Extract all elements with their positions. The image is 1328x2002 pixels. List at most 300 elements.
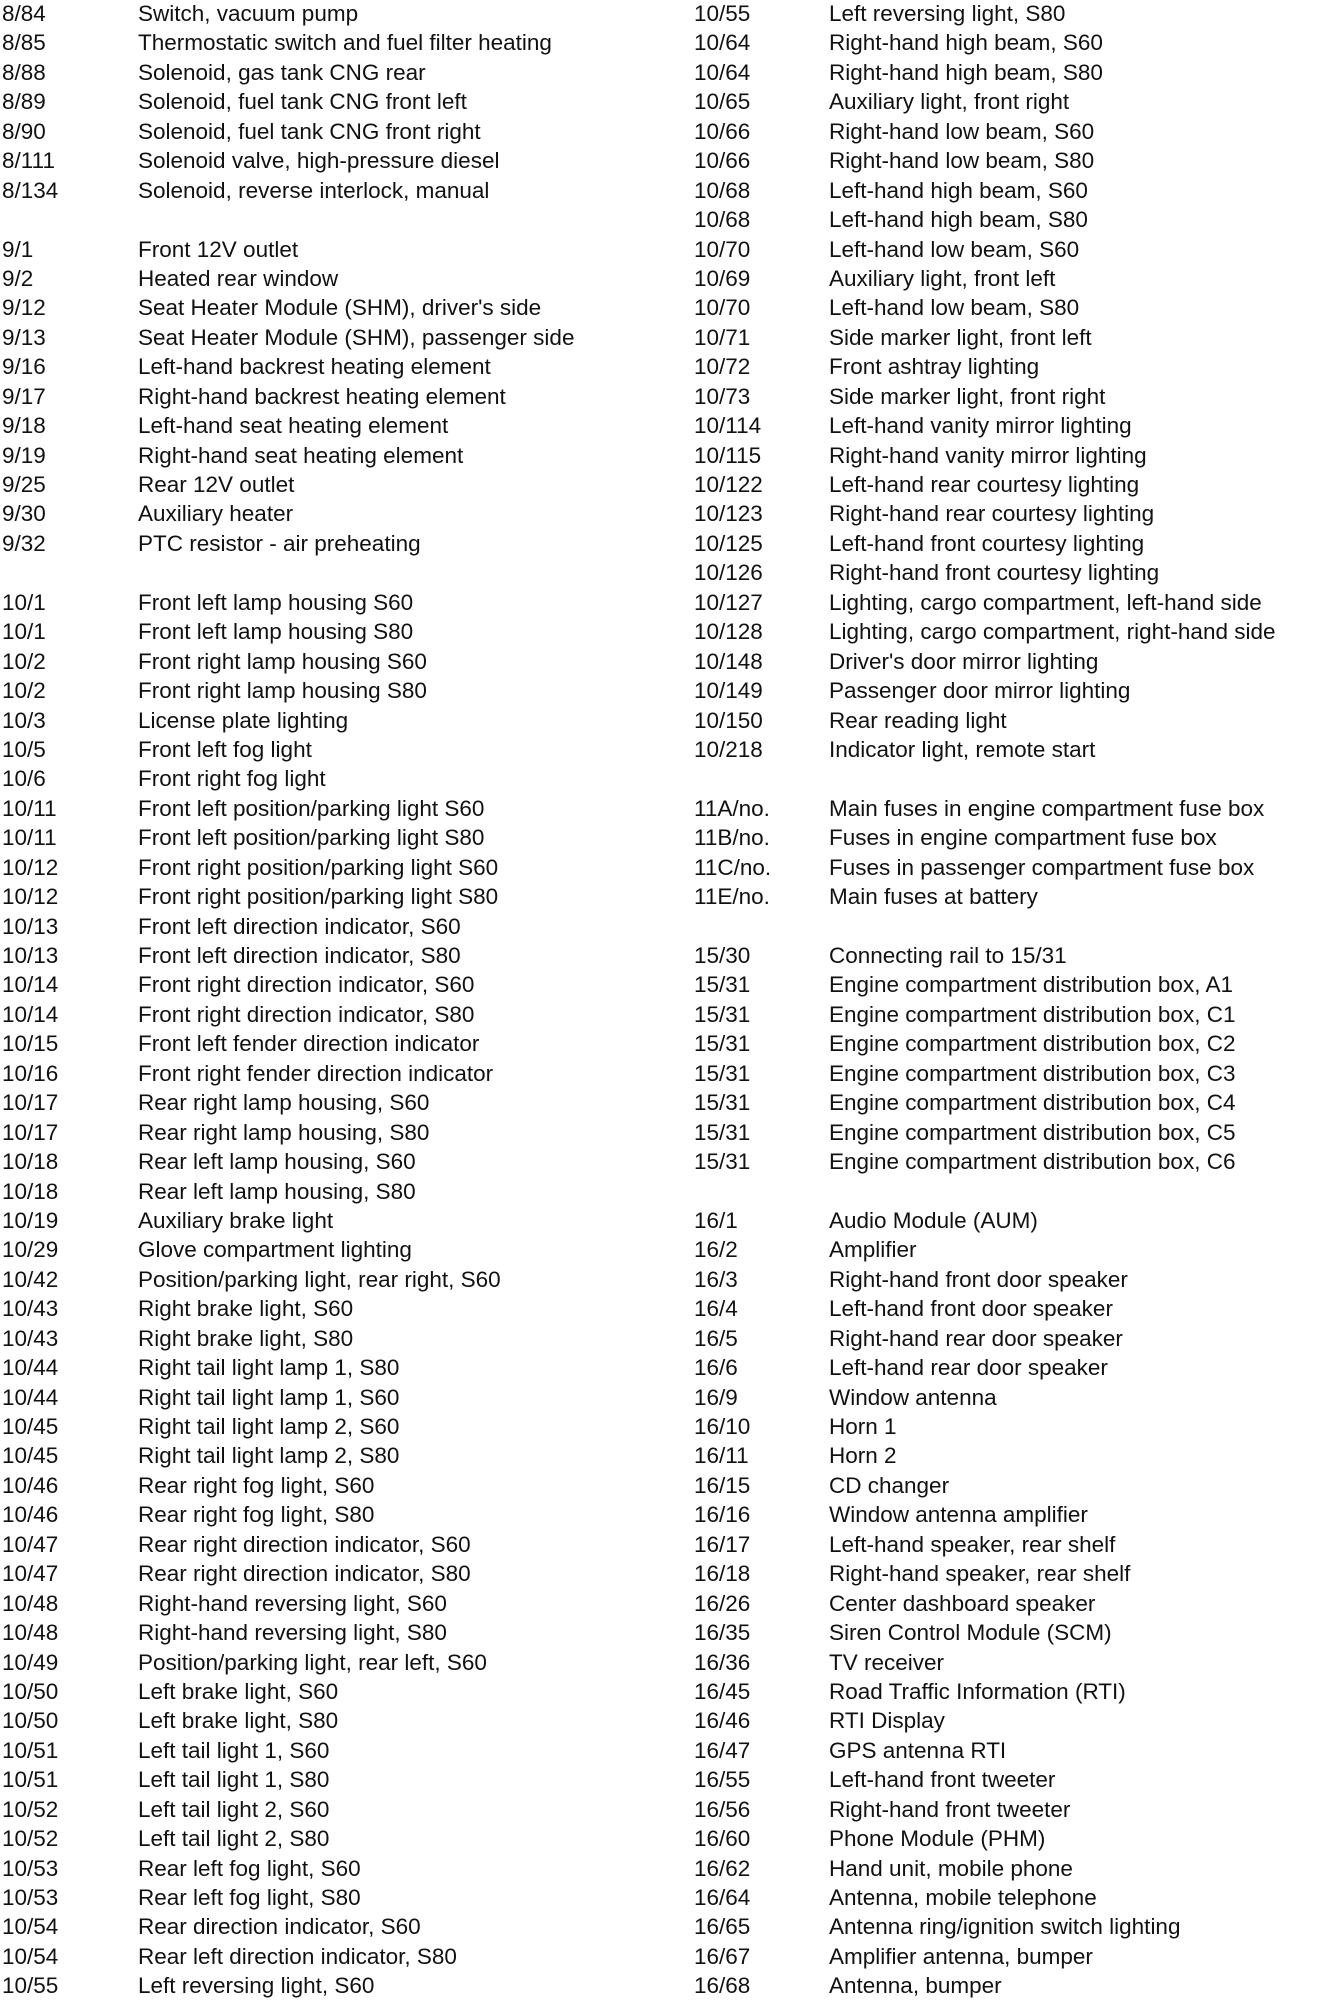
component-row bbox=[0, 1649, 690, 1678]
component-row bbox=[694, 795, 1328, 824]
component-code: 10/46 bbox=[2, 1472, 59, 1498]
component-code: 10/17 bbox=[2, 1119, 59, 1145]
component-description: Auxiliary brake light bbox=[138, 1207, 334, 1233]
component-row bbox=[694, 1236, 1328, 1265]
component-code: 10/128 bbox=[694, 619, 763, 645]
component-code: 10/11 bbox=[2, 825, 57, 851]
component-description: Right-hand front tweeter bbox=[829, 1796, 1071, 1822]
blank-spacer bbox=[694, 913, 1328, 942]
component-code: 10/218 bbox=[694, 736, 763, 762]
component-code: 10/66 bbox=[694, 148, 751, 174]
component-description: Right-hand backrest heating element bbox=[138, 383, 506, 409]
component-description: Audio Module (AUM) bbox=[829, 1207, 1038, 1233]
component-description: Driver's door mirror lighting bbox=[829, 648, 1099, 674]
component-row bbox=[0, 1619, 690, 1648]
component-description: Engine compartment distribution box, C3 bbox=[829, 1060, 1236, 1086]
component-code: 16/11 bbox=[694, 1443, 749, 1469]
component-row bbox=[694, 236, 1328, 265]
component-description: Position/parking light, rear left, S60 bbox=[138, 1649, 487, 1675]
component-code: 16/36 bbox=[694, 1649, 751, 1675]
component-description: Left-hand vanity mirror lighting bbox=[829, 413, 1132, 439]
component-row bbox=[0, 1737, 690, 1766]
component-description: RTI Display bbox=[829, 1708, 945, 1734]
component-code: 15/30 bbox=[694, 943, 751, 968]
component-code: 16/4 bbox=[694, 1296, 738, 1322]
component-description: Heated rear window bbox=[138, 265, 339, 291]
component-description: Solenoid, fuel tank CNG front right bbox=[138, 118, 481, 144]
component-description: Engine compartment distribution box, C5 bbox=[829, 1119, 1236, 1145]
component-description: Horn 2 bbox=[829, 1443, 897, 1469]
component-row bbox=[694, 1913, 1328, 1942]
component-code: 10/13 bbox=[2, 913, 59, 939]
component-row bbox=[0, 1030, 690, 1059]
component-code: 16/56 bbox=[694, 1796, 751, 1822]
component-code: 16/17 bbox=[694, 1531, 751, 1557]
component-code: 9/25 bbox=[2, 472, 46, 497]
component-row bbox=[694, 1442, 1328, 1471]
component-row bbox=[0, 471, 690, 500]
component-description: Auxiliary heater bbox=[138, 501, 294, 527]
component-description: Thermostatic switch and fuel filter heating bbox=[138, 30, 552, 56]
component-code: 10/126 bbox=[694, 560, 763, 586]
component-description: Right-hand seat heating element bbox=[138, 442, 464, 468]
component-code: 16/67 bbox=[694, 1943, 751, 1969]
component-row bbox=[0, 1972, 690, 2001]
component-code: 10/17 bbox=[2, 1090, 59, 1116]
component-row bbox=[694, 1295, 1328, 1324]
component-description: Rear right lamp housing, S80 bbox=[138, 1119, 430, 1145]
component-code: 10/54 bbox=[2, 1914, 59, 1940]
component-description: Front right position/parking light S60 bbox=[138, 854, 499, 880]
component-description: Front right fender direction indicator bbox=[138, 1060, 494, 1086]
component-code: 10/52 bbox=[2, 1826, 59, 1852]
component-description: Rear right direction indicator, S80 bbox=[138, 1561, 471, 1587]
component-row bbox=[0, 795, 690, 824]
component-description: Solenoid, gas tank CNG rear bbox=[138, 59, 426, 85]
component-code: 10/115 bbox=[694, 442, 762, 468]
component-row bbox=[0, 677, 690, 706]
component-description: Hand unit, mobile phone bbox=[829, 1855, 1073, 1881]
component-row bbox=[0, 59, 690, 88]
component-code: 9/1 bbox=[2, 236, 34, 262]
component-description: Right brake light, S60 bbox=[138, 1296, 354, 1322]
component-description: Solenoid, reverse interlock, manual bbox=[138, 177, 490, 203]
component-row bbox=[694, 883, 1328, 912]
component-description: Connecting rail to 15/31 bbox=[829, 943, 1067, 968]
component-description: GPS antenna RTI bbox=[829, 1737, 1007, 1763]
component-row bbox=[694, 736, 1328, 765]
component-row bbox=[0, 1295, 690, 1324]
component-row bbox=[0, 353, 690, 382]
component-code: 10/29 bbox=[2, 1237, 59, 1263]
component-description: Auxiliary light, front left bbox=[829, 265, 1056, 291]
component-description: Amplifier bbox=[829, 1237, 917, 1263]
component-code: 10/69 bbox=[694, 265, 751, 291]
component-row bbox=[0, 589, 690, 618]
component-row bbox=[0, 383, 690, 412]
component-row bbox=[0, 500, 690, 529]
component-code: 15/31 bbox=[694, 972, 751, 998]
component-row bbox=[0, 177, 690, 206]
component-code: 9/30 bbox=[2, 501, 46, 527]
component-row bbox=[694, 147, 1328, 176]
component-description: Right-hand rear courtesy lighting bbox=[829, 501, 1155, 527]
component-code: 9/12 bbox=[2, 295, 46, 321]
component-row bbox=[0, 1148, 690, 1177]
component-code: 9/13 bbox=[2, 324, 46, 350]
component-code: 16/68 bbox=[694, 1973, 751, 1999]
component-code: 15/31 bbox=[694, 1001, 751, 1027]
component-row bbox=[0, 1884, 690, 1913]
component-code: 10/50 bbox=[2, 1678, 59, 1704]
component-code: 10/150 bbox=[694, 707, 763, 733]
component-row bbox=[694, 971, 1328, 1000]
component-description: Center dashboard speaker bbox=[829, 1590, 1096, 1616]
component-description: Indicator light, remote start bbox=[829, 736, 1096, 762]
component-description: Engine compartment distribution box, C4 bbox=[829, 1090, 1236, 1116]
component-code: 9/16 bbox=[2, 354, 46, 380]
component-code: 10/14 bbox=[2, 972, 59, 998]
component-description: Rear left fog light, S80 bbox=[138, 1885, 361, 1910]
component-description: Lighting, cargo compartment, left-hand side bbox=[829, 589, 1262, 615]
component-code: 10/1 bbox=[2, 619, 46, 645]
component-description: Rear 12V outlet bbox=[138, 472, 295, 497]
component-row bbox=[0, 648, 690, 677]
component-row bbox=[694, 854, 1328, 883]
component-description: Rear right fog light, S80 bbox=[138, 1502, 375, 1528]
component-code: 9/2 bbox=[2, 265, 34, 291]
component-code: 10/47 bbox=[2, 1531, 59, 1557]
component-description: Left brake light, S80 bbox=[138, 1708, 339, 1734]
component-row bbox=[0, 1766, 690, 1795]
component-row bbox=[0, 1178, 690, 1207]
component-row bbox=[694, 353, 1328, 382]
component-row bbox=[694, 1531, 1328, 1560]
component-row bbox=[694, 942, 1328, 971]
component-code: 10/6 bbox=[2, 766, 46, 792]
component-code: 10/1 bbox=[2, 589, 46, 615]
component-row bbox=[694, 1649, 1328, 1678]
component-row bbox=[694, 1413, 1328, 1442]
component-row bbox=[0, 236, 690, 265]
component-code: 10/68 bbox=[694, 207, 751, 233]
component-description: PTC resistor - air preheating bbox=[138, 530, 421, 556]
component-code: 16/65 bbox=[694, 1914, 751, 1940]
component-code: 10/55 bbox=[2, 1973, 59, 1999]
component-row bbox=[694, 589, 1328, 618]
component-description: Left-hand rear door speaker bbox=[829, 1355, 1108, 1381]
component-code: 10/70 bbox=[694, 236, 751, 262]
component-code: 16/1 bbox=[694, 1207, 738, 1233]
component-row bbox=[0, 1325, 690, 1354]
component-row bbox=[0, 883, 690, 912]
component-row bbox=[0, 1442, 690, 1471]
component-row bbox=[0, 1060, 690, 1089]
component-description: Engine compartment distribution box, C2 bbox=[829, 1031, 1236, 1057]
component-code: 10/68 bbox=[694, 177, 751, 203]
component-code: 10/18 bbox=[2, 1178, 59, 1204]
component-row bbox=[694, 1619, 1328, 1648]
component-description: Position/parking light, rear right, S60 bbox=[138, 1266, 501, 1292]
component-code: 8/84 bbox=[2, 1, 46, 26]
component-description: Switch, vacuum pump bbox=[138, 1, 359, 26]
component-row bbox=[0, 1531, 690, 1560]
component-description: Amplifier antenna, bumper bbox=[829, 1943, 1093, 1969]
component-description: Lighting, cargo compartment, right-hand side bbox=[829, 619, 1276, 645]
component-code: 8/90 bbox=[2, 118, 46, 144]
component-code: 16/5 bbox=[694, 1325, 738, 1351]
component-description: Right tail light lamp 2, S60 bbox=[138, 1414, 400, 1439]
component-code: 10/64 bbox=[694, 30, 751, 56]
component-description: Front left direction indicator, S80 bbox=[138, 943, 461, 968]
component-description: Passenger door mirror lighting bbox=[829, 678, 1131, 704]
component-row bbox=[694, 677, 1328, 706]
component-description: Auxiliary light, front right bbox=[829, 89, 1070, 115]
component-code: 10/127 bbox=[694, 589, 763, 615]
component-code: 15/31 bbox=[694, 1090, 751, 1116]
component-description: Engine compartment distribution box, A1 bbox=[829, 972, 1233, 998]
component-code: 9/17 bbox=[2, 383, 46, 409]
component-row bbox=[0, 1796, 690, 1825]
component-row bbox=[0, 971, 690, 1000]
component-row bbox=[0, 1472, 690, 1501]
component-row bbox=[0, 324, 690, 353]
component-description: Front right fog light bbox=[138, 766, 326, 792]
component-row bbox=[0, 1855, 690, 1884]
component-code: 10/66 bbox=[694, 118, 751, 144]
component-description: Left-hand front door speaker bbox=[829, 1296, 1113, 1322]
component-code: 10/49 bbox=[2, 1649, 59, 1675]
component-description: Front left position/parking light S80 bbox=[138, 825, 485, 851]
component-description: Front right lamp housing S60 bbox=[138, 648, 427, 674]
component-code: 10/43 bbox=[2, 1325, 59, 1351]
component-code: 16/64 bbox=[694, 1885, 751, 1910]
component-code: 10/48 bbox=[2, 1590, 59, 1616]
component-code: 10/2 bbox=[2, 678, 46, 704]
component-row bbox=[0, 0, 690, 29]
component-description: License plate lighting bbox=[138, 707, 349, 733]
component-description: Rear left direction indicator, S80 bbox=[138, 1943, 457, 1969]
component-row bbox=[0, 736, 690, 765]
component-code: 10/5 bbox=[2, 736, 46, 762]
component-code: 10/14 bbox=[2, 1001, 59, 1027]
component-code: 10/65 bbox=[694, 89, 751, 115]
component-row bbox=[694, 1119, 1328, 1148]
component-row bbox=[0, 530, 690, 559]
component-row bbox=[694, 0, 1328, 29]
component-row bbox=[0, 442, 690, 471]
component-row bbox=[694, 412, 1328, 441]
component-code: 16/10 bbox=[694, 1414, 751, 1439]
component-code: 16/60 bbox=[694, 1826, 751, 1852]
component-row bbox=[0, 765, 690, 794]
component-description: Window antenna bbox=[829, 1384, 997, 1410]
component-code: 8/134 bbox=[2, 177, 59, 203]
component-description: Right tail light lamp 1, S80 bbox=[138, 1355, 400, 1381]
component-description: CD changer bbox=[829, 1472, 950, 1498]
component-code: 16/3 bbox=[694, 1266, 738, 1292]
component-row bbox=[0, 1825, 690, 1854]
component-description: Right tail light lamp 1, S60 bbox=[138, 1384, 400, 1410]
component-description: Siren Control Module (SCM) bbox=[829, 1620, 1112, 1646]
component-row bbox=[0, 265, 690, 294]
component-description: Left-hand front courtesy lighting bbox=[829, 530, 1145, 556]
component-row bbox=[0, 618, 690, 647]
component-row bbox=[694, 1590, 1328, 1619]
component-description: Rear direction indicator, S60 bbox=[138, 1914, 421, 1940]
component-row bbox=[0, 913, 690, 942]
component-row bbox=[0, 824, 690, 853]
component-row bbox=[0, 88, 690, 117]
component-code: 15/31 bbox=[694, 1060, 751, 1086]
component-row bbox=[694, 177, 1328, 206]
component-code: 16/16 bbox=[694, 1502, 751, 1528]
component-description: Right-hand high beam, S80 bbox=[829, 59, 1103, 85]
component-row bbox=[0, 294, 690, 323]
component-row bbox=[0, 1913, 690, 1942]
blank-spacer bbox=[694, 765, 1328, 794]
component-code: 11A/no. bbox=[694, 795, 770, 821]
component-code: 10/53 bbox=[2, 1855, 59, 1881]
component-description: Right-hand front door speaker bbox=[829, 1266, 1128, 1292]
component-description: Seat Heater Module (SHM), passenger side bbox=[138, 324, 575, 350]
component-row bbox=[694, 118, 1328, 147]
component-row bbox=[694, 1943, 1328, 1972]
component-code: 9/32 bbox=[2, 530, 46, 556]
component-description: Antenna ring/ignition switch lighting bbox=[829, 1914, 1181, 1940]
component-description: Left tail light 1, S80 bbox=[138, 1767, 330, 1793]
component-description: Engine compartment distribution box, C1 bbox=[829, 1001, 1236, 1027]
component-description: Solenoid valve, high-pressure diesel bbox=[138, 148, 500, 174]
component-row bbox=[0, 854, 690, 883]
component-row bbox=[0, 1943, 690, 1972]
component-code: 10/13 bbox=[2, 943, 59, 968]
component-code: 8/85 bbox=[2, 30, 46, 56]
component-row bbox=[694, 1472, 1328, 1501]
component-code: 10/43 bbox=[2, 1296, 59, 1322]
component-row bbox=[694, 1737, 1328, 1766]
component-code: 8/89 bbox=[2, 89, 46, 115]
component-code: 10/72 bbox=[694, 354, 751, 380]
component-row bbox=[0, 1707, 690, 1736]
component-code: 10/11 bbox=[2, 795, 57, 821]
component-code: 15/31 bbox=[694, 1031, 751, 1057]
component-row bbox=[694, 707, 1328, 736]
component-description: Left-hand low beam, S80 bbox=[829, 295, 1080, 321]
component-code: 16/15 bbox=[694, 1472, 751, 1498]
component-code: 10/45 bbox=[2, 1443, 59, 1469]
component-row bbox=[694, 1707, 1328, 1736]
component-row bbox=[0, 1678, 690, 1707]
component-description: Right-hand speaker, rear shelf bbox=[829, 1561, 1131, 1587]
component-code: 16/18 bbox=[694, 1561, 751, 1587]
component-code: 10/122 bbox=[694, 472, 763, 497]
component-row bbox=[694, 1354, 1328, 1383]
component-row bbox=[694, 294, 1328, 323]
component-code: 10/51 bbox=[2, 1767, 59, 1793]
component-code: 10/12 bbox=[2, 854, 59, 880]
component-row bbox=[694, 29, 1328, 58]
component-row bbox=[694, 383, 1328, 412]
component-row bbox=[0, 1560, 690, 1589]
component-description: Fuses in engine compartment fuse box bbox=[829, 825, 1217, 851]
component-description: Rear right lamp housing, S60 bbox=[138, 1090, 430, 1116]
component-row bbox=[694, 1825, 1328, 1854]
component-row bbox=[694, 1384, 1328, 1413]
component-code: 10/42 bbox=[2, 1266, 59, 1292]
component-row bbox=[694, 559, 1328, 588]
blank-spacer bbox=[694, 1178, 1328, 1207]
component-description: Left-hand backrest heating element bbox=[138, 354, 491, 380]
component-code: 10/44 bbox=[2, 1384, 59, 1410]
component-code: 10/19 bbox=[2, 1207, 59, 1233]
component-row bbox=[694, 1855, 1328, 1884]
component-description: Front ashtray lighting bbox=[829, 354, 1040, 380]
component-row bbox=[0, 1119, 690, 1148]
component-description: Left tail light 1, S60 bbox=[138, 1737, 330, 1763]
component-description: Rear left fog light, S60 bbox=[138, 1855, 361, 1881]
component-code: 10/53 bbox=[2, 1885, 59, 1910]
component-row bbox=[694, 1766, 1328, 1795]
component-row bbox=[694, 1089, 1328, 1118]
component-code: 8/88 bbox=[2, 59, 46, 85]
component-row bbox=[694, 1972, 1328, 2001]
component-description: Left tail light 2, S80 bbox=[138, 1826, 330, 1852]
component-row bbox=[694, 1560, 1328, 1589]
component-row bbox=[694, 1266, 1328, 1295]
component-row bbox=[694, 471, 1328, 500]
component-row bbox=[694, 618, 1328, 647]
component-description: Left reversing light, S60 bbox=[138, 1973, 375, 1999]
component-code: 11C/no. bbox=[694, 854, 772, 880]
component-code: 10/54 bbox=[2, 1943, 59, 1969]
component-row bbox=[0, 29, 690, 58]
component-code: 16/26 bbox=[694, 1590, 751, 1616]
component-code: 10/12 bbox=[2, 884, 59, 910]
component-code: 16/2 bbox=[694, 1237, 738, 1263]
component-description: Front right direction indicator, S80 bbox=[138, 1001, 475, 1027]
component-description: Front left fog light bbox=[138, 736, 312, 762]
component-row bbox=[0, 147, 690, 176]
component-code: 16/35 bbox=[694, 1620, 751, 1646]
component-description: Front left direction indicator, S60 bbox=[138, 913, 461, 939]
component-code: 10/48 bbox=[2, 1620, 59, 1646]
component-description: Front right position/parking light S80 bbox=[138, 884, 499, 910]
component-description: Right tail light lamp 2, S80 bbox=[138, 1443, 400, 1469]
component-code: 15/31 bbox=[694, 1149, 751, 1175]
component-description: Left-hand speaker, rear shelf bbox=[829, 1531, 1116, 1557]
component-description: Glove compartment lighting bbox=[138, 1237, 412, 1263]
component-description: Left-hand front tweeter bbox=[829, 1767, 1056, 1793]
component-code: 10/45 bbox=[2, 1414, 59, 1439]
component-code: 10/2 bbox=[2, 648, 46, 674]
component-code: 10/123 bbox=[694, 501, 763, 527]
component-code: 15/31 bbox=[694, 1119, 751, 1145]
component-description: Rear right direction indicator, S60 bbox=[138, 1531, 471, 1557]
component-description: Left-hand seat heating element bbox=[138, 413, 449, 439]
component-row bbox=[0, 1001, 690, 1030]
component-row bbox=[694, 324, 1328, 353]
component-description: Left-hand high beam, S80 bbox=[829, 207, 1088, 233]
component-row bbox=[694, 1001, 1328, 1030]
component-description: Side marker light, front right bbox=[829, 383, 1106, 409]
component-row bbox=[0, 1236, 690, 1265]
component-code: 10/125 bbox=[694, 530, 763, 556]
component-code: 10/52 bbox=[2, 1796, 59, 1822]
component-description: Engine compartment distribution box, C6 bbox=[829, 1149, 1236, 1175]
component-description: Front left lamp housing S60 bbox=[138, 589, 414, 615]
right-column bbox=[694, 0, 1328, 2002]
